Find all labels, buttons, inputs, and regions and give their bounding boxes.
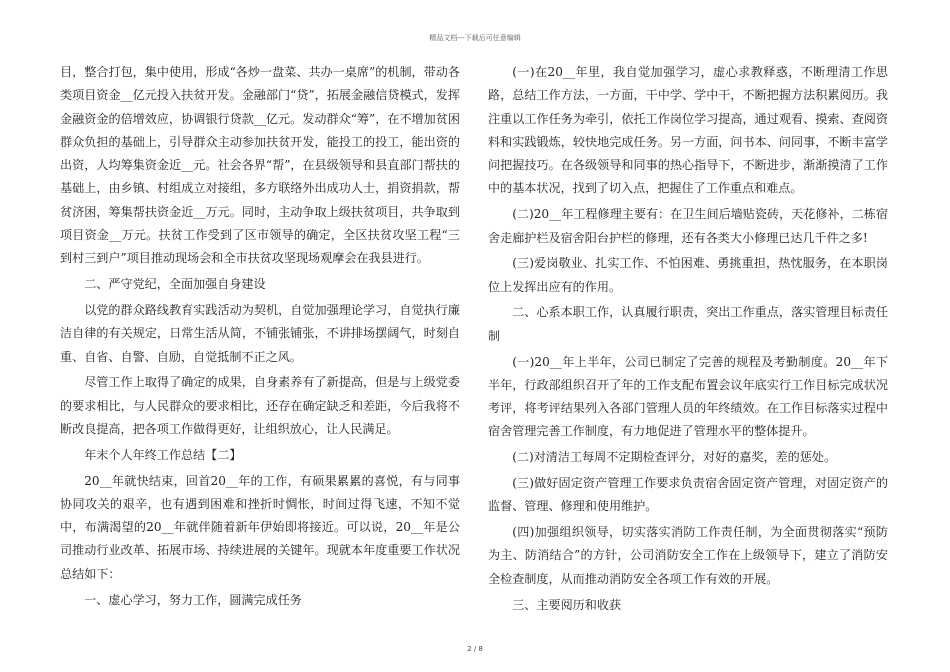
- paragraph: (三)爱岗敬业、扎实工作、不怕困难、勇挑重担，热忱服务，在本职岗位上发挥出应有的作用。: [488, 256, 888, 294]
- paragraph: 尽管工作上取得了确定的成果，自身素养有了新提高，但是与上级党委的要求相比，与人民群众的要求相比，还存在确定缺乏和差距，今后我将不断改良提高，把各项工作做得更好，让组织放心，让人民满足。: [60, 375, 460, 436]
- paragraph: (三)做好固定资产管理工作要求负责宿舍固定资产管理，对固定资产的监督、管理、修理和使用维护。: [488, 476, 888, 514]
- paragraph: (二)对清洁工每周不定期检查评分，对好的嘉奖，差的惩处。: [512, 450, 837, 465]
- section-heading: 二、严守党纪，全面加强自身建设: [84, 277, 266, 292]
- paragraph: (二)20__年工程修理主要有：在卫生间后墙贴瓷砖，天花修补，二栋宿舍走廊护栏及宿舍阳台护栏的修理，还有各类大小修理已达几千件之多!: [488, 207, 888, 245]
- paragraph: (四)加强组织领导，切实落实消防工作责任制，为全面贯彻落实“预防为主、防消结合”的方针，公司消防安全工作在上级领导下，建立了消防安全检查制度，从而推动消防安全各项工作有效的开展。: [488, 525, 888, 586]
- paragraph: (一)在20__年里，我自觉加强学习，虚心求教释惑，不断理清工作思路，总结工作方法，一方面，干中学、学中干，不断把握方法积累阅历。我注重以工作任务为牵引，依托工作岗位学习提高，通过观看、摸索、查阅资料和实践锻炼，较快地完成任务。另一方面，问书本、问同事，不断丰富学问把握技巧。在各级领导和同事的热心指导下，不断进步，渐渐摸清了工作中的基本状况，找到了切入点，把握住了工作重点和难点。: [488, 65, 888, 196]
- left-column: [60, 61, 460, 614]
- page-header: 精品文档---下载后可任意编辑: [429, 34, 521, 42]
- section-heading: 年末个人年终工作总结【二】: [84, 447, 242, 462]
- right-column: [488, 61, 888, 619]
- paragraph: (一)20__年上半年，公司已制定了完善的规程及考勤制度。20__年下半年，行政部组织召开了年的工作支配布置会议年底实行工作目标完成状况考评，将考评结果列入各部门管理人员的年终绩效。在工作目标落实过程中宿舍管理完善工作制度，有力地促进了管理水平的整体提升。: [488, 354, 888, 439]
- paragraph: 20__年就快结束，回首20__年的工作，有硕果累累的喜悦，有与同事协同攻关的艰辛，也有遇到困难和挫折时惆怅，时间过得飞速，不知不觉中，布满渴望的20__年就伴随着新年伊始即将接近。可以说，20__年是公司推动行业改革、拓展市场、持续进展的关键年。现就本年度重要工作状况总结如下：: [60, 473, 460, 581]
- page-number: 2 / 8: [467, 645, 483, 653]
- paragraph: 以党的群众路线教育实践活动为契机，自觉加强理论学习，自觉执行廉洁自律的有关规定，日常生活从简，不铺张铺张，不讲排场摆阔气，时刻自重、自省、自警、自励，自觉抵制不正之风。: [60, 302, 460, 364]
- section-heading: 一、虚心学习，努力工作，圆满完成任务: [84, 592, 302, 607]
- section-heading: 三、主要阅历和收获: [512, 597, 622, 612]
- paragraph: 目，整合打包，集中使用，形成“各炒一盘菜、共办一桌席”的机制，带动各类项目资金__亿元投入扶贫开发。金融部门“贷”，拓展金融信贷模式，发挥金融资金的倍增效应，协调银行贷款__亿元。发动群众“筹”，在不增加贫困群众负担的基础上，引导群众主动参加扶贫开发，能投工的投工，能出资的出资，人均筹集资金近__元。社会各界“帮”，在县级领导和县直部门帮扶的基础上，由乡镇、村组成立对接组，多方联络外出成功人士，捐资捐款，帮贫济困，筹集帮扶资金近__万元。同时，主动争取上级扶贫项目，共争取到项目资金__万元。扶贫工作受到了区市领导的确定，全区扶贫攻坚工程“三到村三到户”项目推动现场会和全市扶贫攻坚现场观摩会在我县进行。: [60, 65, 460, 266]
- section-heading: 二、心系本职工作，认真履行职责，突出工作重点，落实管理目标责任制: [488, 305, 888, 343]
